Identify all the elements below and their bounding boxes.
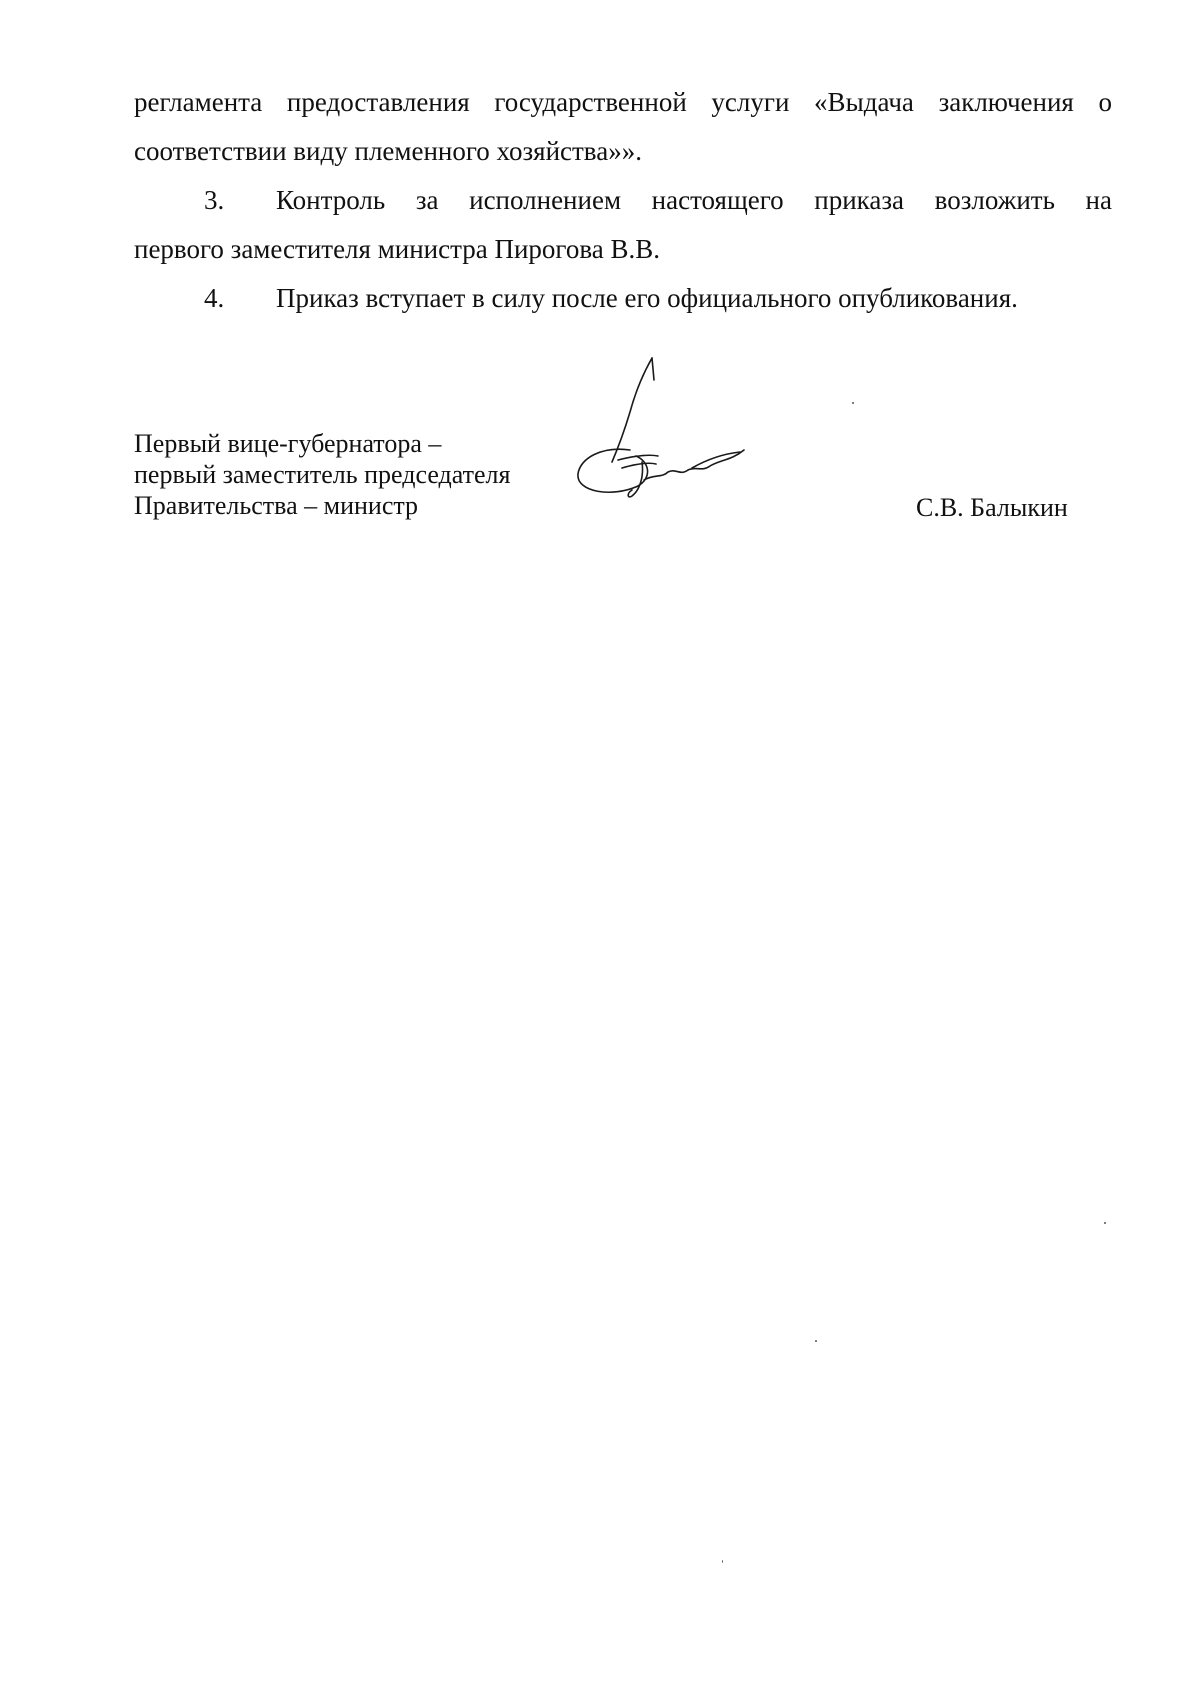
body-line-1: регламента предоставления государственной услуги «Выдача заключения о bbox=[134, 87, 1112, 117]
signer-title-line-2: первый заместитель председателя bbox=[134, 460, 511, 489]
item-4-number: 4. bbox=[204, 283, 225, 313]
handwritten-signature bbox=[572, 350, 772, 515]
item-3 bbox=[134, 176, 1112, 225]
item-4-text: Приказ вступает в силу после его официального опубликования. bbox=[276, 283, 1018, 313]
scan-speck bbox=[852, 402, 854, 404]
item-3-text-line-1: Контроль за исполнением настоящего приказа возложить на bbox=[276, 185, 1112, 215]
item-3-text-line-2: первого заместителя министра Пирогова В.В. bbox=[134, 234, 660, 264]
scan-speck bbox=[815, 1340, 817, 1342]
signer-name: С.В. Балыкин bbox=[916, 493, 1068, 522]
signer-title-line-1: Первый вице-губернатора – bbox=[134, 429, 442, 458]
item-3-number: 3. bbox=[204, 185, 225, 215]
scan-speck bbox=[1104, 1222, 1106, 1224]
signer-title bbox=[134, 428, 510, 521]
document-body bbox=[134, 78, 1112, 323]
item-4 bbox=[134, 274, 1112, 323]
body-line-2: соответствии виду племенного хозяйства»». bbox=[134, 136, 642, 166]
scan-speck bbox=[722, 1560, 723, 1563]
signer-title-line-3: Правительства – министр bbox=[134, 491, 419, 520]
